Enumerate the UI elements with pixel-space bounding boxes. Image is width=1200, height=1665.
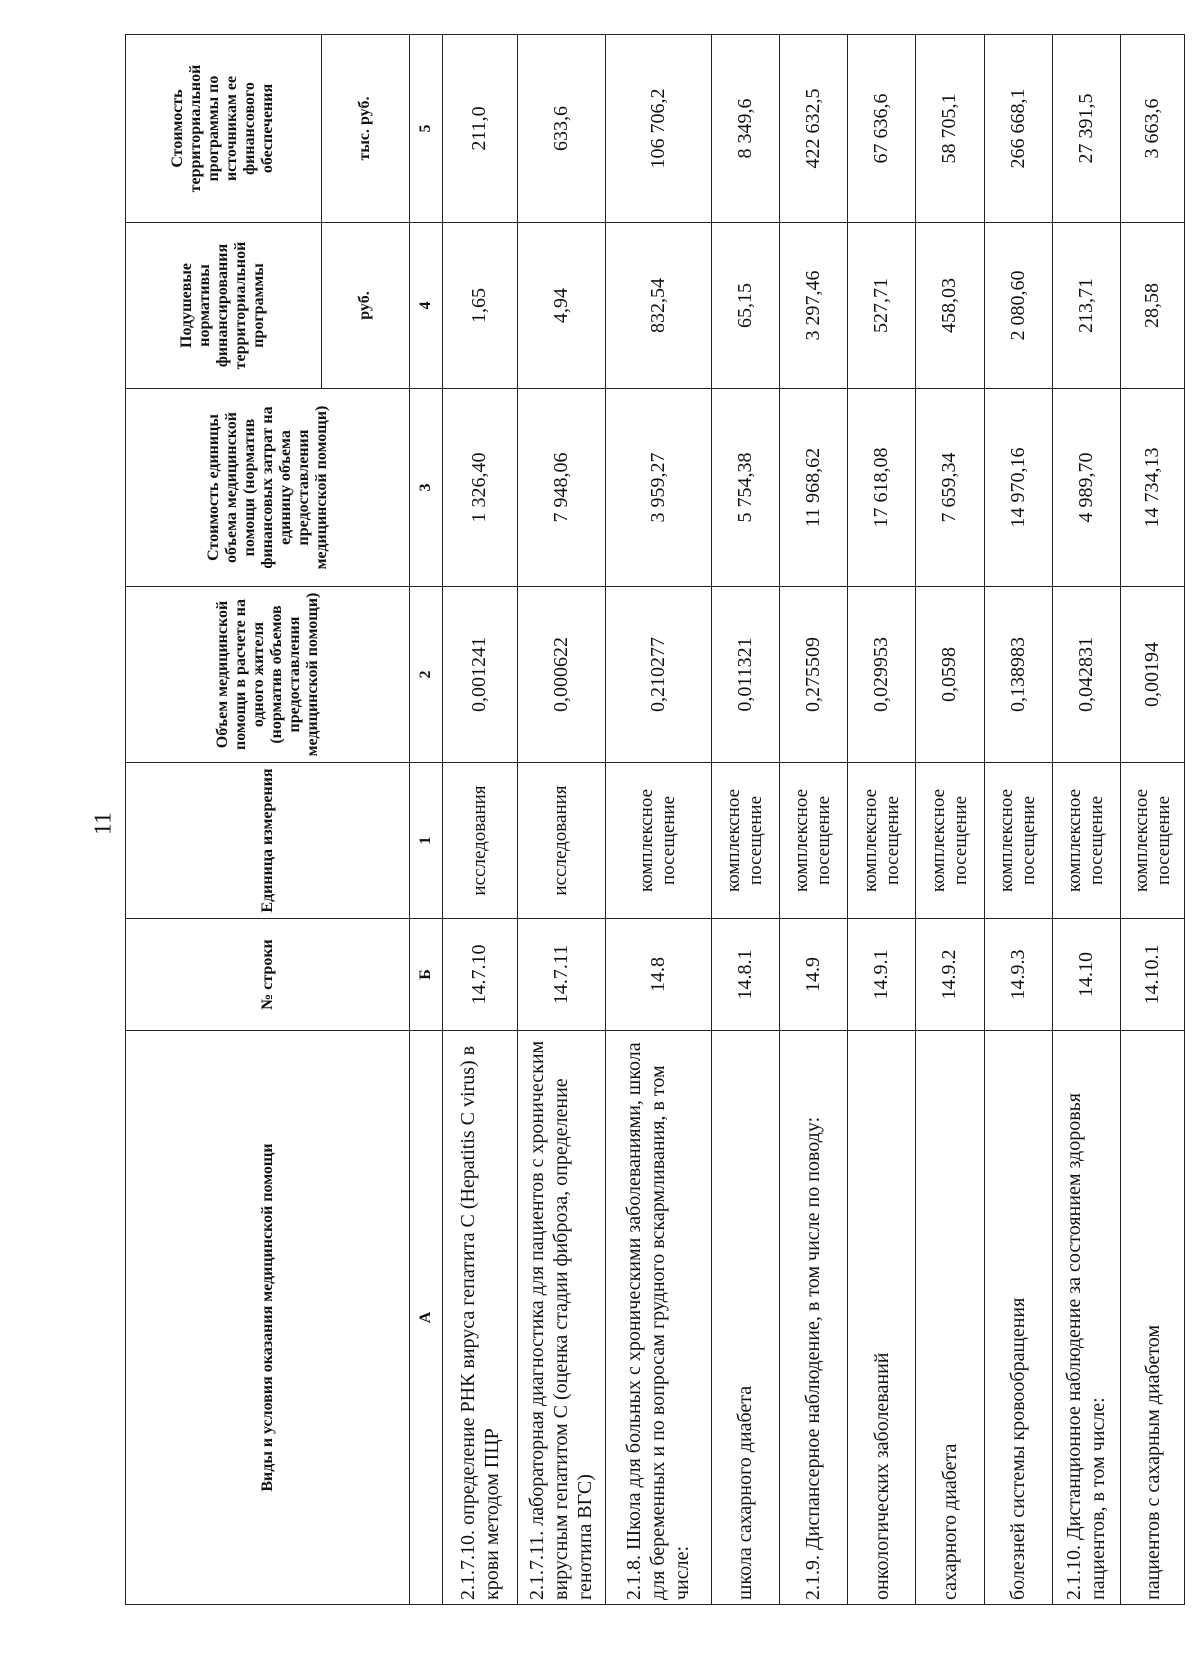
- page-number: 11: [90, 811, 117, 836]
- column-number: 2: [410, 587, 443, 763]
- row-name: 2.1.7.11. лабораторная диагностика для пациентов с хроническим вирусным гепатитом С (оценка стадии фиброза, определение генотипа ВГС): [517, 1031, 605, 1605]
- row-unit: комплексное посещение: [779, 763, 847, 919]
- row-volume: 0,011321: [711, 587, 779, 763]
- table-row: [605, 35, 711, 1605]
- row-name: болезней системы кровообращения: [984, 1031, 1052, 1605]
- column-number: 3: [410, 389, 443, 587]
- row-line-number: 14.7.11: [517, 919, 605, 1031]
- table-row: [711, 35, 779, 1605]
- row-name: сахарного диабета: [916, 1031, 984, 1605]
- row-unit: комплексное посещение: [916, 763, 984, 919]
- row-line-number: 14.8.1: [711, 919, 779, 1031]
- row-total: 266 668,1: [984, 35, 1052, 223]
- row-line-number: 14.9.2: [916, 919, 984, 1031]
- row-line-number: 14.7.10: [443, 919, 518, 1031]
- header-unit-5: тыс. руб.: [321, 35, 409, 223]
- column-number: А: [410, 1031, 443, 1605]
- header-unit-4: руб.: [321, 223, 409, 389]
- row-total: 3 663,6: [1121, 35, 1185, 223]
- row-unit-cost: 17 618,08: [848, 389, 916, 587]
- header-col-2: Объем медицинской помощи в расчете на одного жителя (норматив объемов предоставления медицинской помощи): [126, 587, 410, 763]
- row-unit: комплексное посещение: [848, 763, 916, 919]
- row-total: 633,6: [517, 35, 605, 223]
- table-row: [443, 35, 518, 1605]
- table-row: [779, 35, 847, 1605]
- row-unit-cost: 14 734,13: [1121, 389, 1185, 587]
- row-unit-cost: 14 970,16: [984, 389, 1052, 587]
- row-volume: 0,210277: [605, 587, 711, 763]
- table-row: [848, 35, 916, 1605]
- rotated-table-page: [125, 35, 1185, 1605]
- row-volume: 0,042831: [1052, 587, 1120, 763]
- row-per-capita: 527,71: [848, 223, 916, 389]
- table-row: [1052, 35, 1120, 1605]
- row-volume: 0,275509: [779, 587, 847, 763]
- row-name: школа сахарного диабета: [711, 1031, 779, 1605]
- row-unit-cost: 7 948,06: [517, 389, 605, 587]
- row-volume: 0,001241: [443, 587, 518, 763]
- row-name: 2.1.7.10. определение РНК вируса гепатита С (Hepatitis C virus) в крови методом ПЦР: [443, 1031, 518, 1605]
- row-name: пациентов с сахарным диабетом: [1121, 1031, 1185, 1605]
- row-total: 27 391,5: [1052, 35, 1120, 223]
- row-name: онкологических заболеваний: [848, 1031, 916, 1605]
- row-unit: комплексное посещение: [1121, 763, 1185, 919]
- row-volume: 0,138983: [984, 587, 1052, 763]
- row-line-number: 14.10: [1052, 919, 1120, 1031]
- row-per-capita: 1,65: [443, 223, 518, 389]
- table-row: [1121, 35, 1185, 1605]
- row-per-capita: 4,94: [517, 223, 605, 389]
- row-total: 58 705,1: [916, 35, 984, 223]
- row-unit: комплексное посещение: [1052, 763, 1120, 919]
- row-volume: 0,00194: [1121, 587, 1185, 763]
- header-col-3: Стоимость единицы объема медицинской помощи (норматив финансовых затрат на единицу объема предоставления медицинской помощи): [126, 389, 410, 587]
- table-row: [916, 35, 984, 1605]
- header-col-a: Виды и условия оказания медицинской помощи: [126, 1031, 410, 1605]
- column-number: Б: [410, 919, 443, 1031]
- data-table: [125, 34, 1185, 1605]
- row-name: 2.1.9. Диспансерное наблюдение, в том числе по поводу:: [779, 1031, 847, 1605]
- row-unit: комплексное посещение: [711, 763, 779, 919]
- row-volume: 0,000622: [517, 587, 605, 763]
- row-unit-cost: 11 968,62: [779, 389, 847, 587]
- row-total: 67 636,6: [848, 35, 916, 223]
- row-unit-cost: 4 989,70: [1052, 389, 1120, 587]
- row-unit-cost: 7 659,34: [916, 389, 984, 587]
- row-unit-cost: 3 959,27: [605, 389, 711, 587]
- row-volume: 0,029953: [848, 587, 916, 763]
- row-volume: 0,0598: [916, 587, 984, 763]
- row-line-number: 14.9.1: [848, 919, 916, 1031]
- header-col-b: № строки: [126, 919, 410, 1031]
- row-unit: исследования: [443, 763, 518, 919]
- row-per-capita: 213,71: [1052, 223, 1120, 389]
- row-per-capita: 3 297,46: [779, 223, 847, 389]
- header-col-4: Подушевые нормативы финансирования территориальной программы: [126, 223, 322, 389]
- column-number-row: [410, 35, 443, 1605]
- row-total: 211,0: [443, 35, 518, 223]
- row-per-capita: 2 080,60: [984, 223, 1052, 389]
- row-line-number: 14.9.3: [984, 919, 1052, 1031]
- table-row: [517, 35, 605, 1605]
- row-unit: комплексное посещение: [984, 763, 1052, 919]
- row-name: 2.1.8. Школа для больных с хроническими заболеваниями, школа для беременных и по вопросам грудного вскармливания, в том числе:: [605, 1031, 711, 1605]
- header-col-1: Единица измерения: [126, 763, 410, 919]
- row-unit: исследования: [517, 763, 605, 919]
- column-number: 1: [410, 763, 443, 919]
- row-per-capita: 832,54: [605, 223, 711, 389]
- header-col-5: Стоимость территориальной программы по источникам ее финансового обеспечения: [126, 35, 322, 223]
- row-per-capita: 28,58: [1121, 223, 1185, 389]
- row-total: 106 706,2: [605, 35, 711, 223]
- column-number: 4: [410, 223, 443, 389]
- row-unit: комплексное посещение: [605, 763, 711, 919]
- column-number: 5: [410, 35, 443, 223]
- row-line-number: 14.8: [605, 919, 711, 1031]
- row-total: 422 632,5: [779, 35, 847, 223]
- row-line-number: 14.10.1: [1121, 919, 1185, 1031]
- row-total: 8 349,6: [711, 35, 779, 223]
- row-unit-cost: 1 326,40: [443, 389, 518, 587]
- row-line-number: 14.9: [779, 919, 847, 1031]
- row-per-capita: 65,15: [711, 223, 779, 389]
- row-per-capita: 458,03: [916, 223, 984, 389]
- row-unit-cost: 5 754,38: [711, 389, 779, 587]
- table-row: [984, 35, 1052, 1605]
- row-name: 2.1.10. Дистанционное наблюдение за состоянием здоровья пациентов, в том числе:: [1052, 1031, 1120, 1605]
